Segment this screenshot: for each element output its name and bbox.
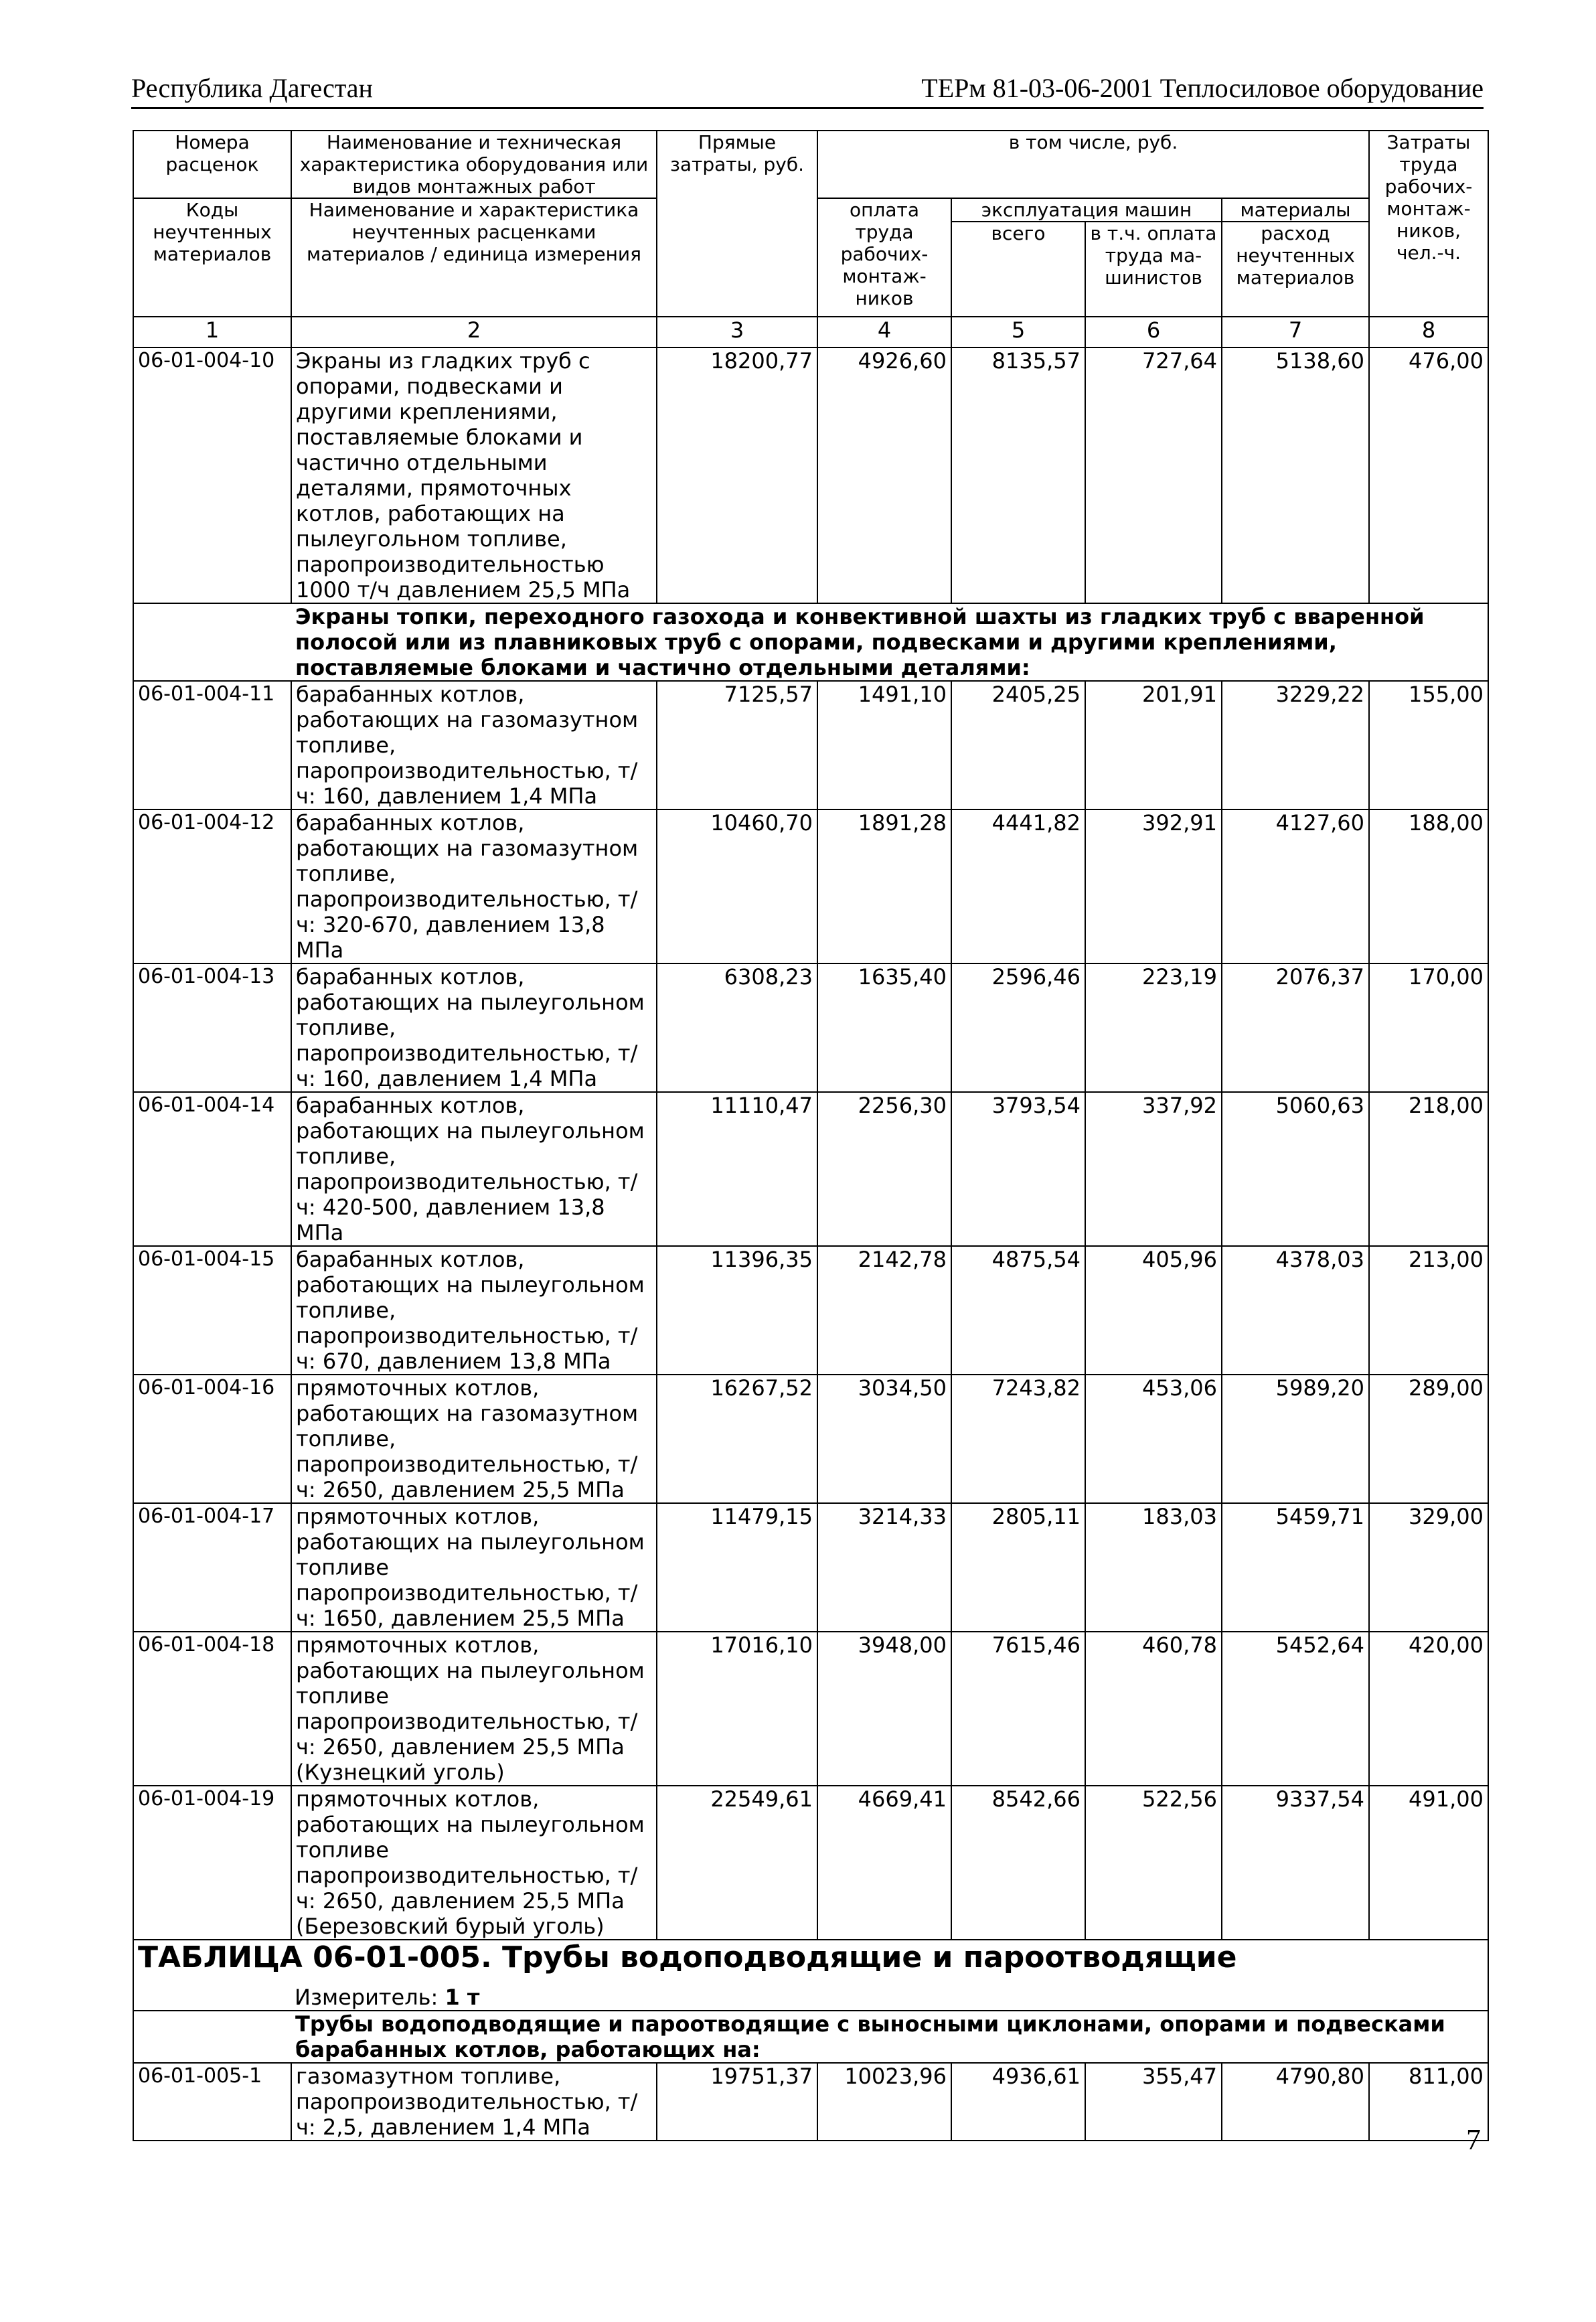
col5-header: всего	[951, 222, 1085, 317]
rate-code: 06-01-004-11	[133, 681, 291, 809]
labor-hours: 289,00	[1369, 1375, 1488, 1503]
direct-costs: 6308,23	[657, 963, 817, 1092]
rate-code: 06-01-004-19	[133, 1786, 291, 1940]
column-number: 5	[951, 317, 1085, 347]
labor-hours: 811,00	[1369, 2063, 1488, 2141]
machines-total: 2805,11	[951, 1503, 1085, 1632]
rate-description: Экраны из гладких труб с опорами, подвесками и другими креплениями, поставляемые блоками и частично отдельными деталями, прямоточных котлов, работающих на пылеугольном топливе, паропроизводительностью 1000 т/ч давлением 25,5 МПа	[291, 347, 657, 603]
labor-pay: 4926,60	[817, 347, 951, 603]
machines-total: 2596,46	[951, 963, 1085, 1092]
direct-costs: 11110,47	[657, 1092, 817, 1246]
labor-pay: 3214,33	[817, 1503, 951, 1632]
table-row	[133, 2063, 1488, 2141]
table-row	[133, 963, 1488, 1092]
direct-costs: 10460,70	[657, 809, 817, 963]
machinist-pay: 453,06	[1085, 1375, 1222, 1503]
header-region: Республика Дагестан	[131, 73, 373, 103]
labor-hours: 188,00	[1369, 809, 1488, 963]
machinist-pay: 522,56	[1085, 1786, 1222, 1940]
rate-description: прямоточных котлов, работающих на пылеугольном топливе паропроизводительностью, т/ч: 1650, давлением 25,5 МПа	[291, 1503, 657, 1632]
labor-pay: 10023,96	[817, 2063, 951, 2141]
group-heading-row	[133, 603, 1488, 681]
rate-code: 06-01-005-1	[133, 2063, 291, 2141]
labor-hours: 329,00	[1369, 1503, 1488, 1632]
rate-code: 06-01-004-10	[133, 347, 291, 603]
materials-cost: 4790,80	[1222, 2063, 1369, 2141]
labor-hours: 218,00	[1369, 1092, 1488, 1246]
rate-description: барабанных котлов, работающих на газомазутном топливе, паропроизводительностью, т/ч: 320-670, давлением 13,8 МПа	[291, 809, 657, 963]
page-header	[131, 72, 1484, 109]
labor-pay: 4669,41	[817, 1786, 951, 1940]
column-number: 7	[1222, 317, 1369, 347]
machinist-pay: 223,19	[1085, 963, 1222, 1092]
materials-cost: 5060,63	[1222, 1092, 1369, 1246]
table-row	[133, 347, 1488, 603]
rate-code: 06-01-004-18	[133, 1632, 291, 1786]
materials-cost: 9337,54	[1222, 1786, 1369, 1940]
machinist-pay: 201,91	[1085, 681, 1222, 809]
labor-hours: 213,00	[1369, 1246, 1488, 1375]
direct-costs: 18200,77	[657, 347, 817, 603]
machinist-pay: 337,92	[1085, 1092, 1222, 1246]
rate-description: барабанных котлов, работающих на газомазутном топливе, паропроизводительностью, т/ч: 160, давлением 1,4 МПа	[291, 681, 657, 809]
machinist-pay: 405,96	[1085, 1246, 1222, 1375]
column-number: 4	[817, 317, 951, 347]
materials-cost: 5138,60	[1222, 347, 1369, 603]
materials-cost: 5452,64	[1222, 1632, 1369, 1786]
materials-cost: 4127,60	[1222, 809, 1369, 963]
group-heading: Экраны топки, переходного газохода и конвективной шахты из гладких труб с вваренной полосой или из плавниковых труб с опорами, подвесками и другими креплениями, поставляемые блоками и частично отдельными деталями:	[291, 603, 1488, 681]
measure-value: 1 т	[445, 1985, 480, 2010]
machines-total: 7243,82	[951, 1375, 1085, 1503]
rate-description: прямоточных котлов, работающих на газомазутном топливе, паропроизводительностью, т/ч: 2650, давлением 25,5 МПа	[291, 1375, 657, 1503]
labor-pay: 2142,78	[817, 1246, 951, 1375]
page-number: 7	[1466, 2123, 1481, 2156]
machines-total: 2405,25	[951, 681, 1085, 809]
machines-total: 8542,66	[951, 1786, 1085, 1940]
materials-cost: 4378,03	[1222, 1246, 1369, 1375]
rates-table	[133, 130, 1489, 2141]
column-number: 6	[1085, 317, 1222, 347]
group-heading-row	[133, 2011, 1488, 2063]
machines-total: 4936,61	[951, 2063, 1085, 2141]
machines-total: 3793,54	[951, 1092, 1085, 1246]
machines-total: 8135,57	[951, 347, 1085, 603]
materials-header: материалы	[1222, 198, 1369, 222]
table-row	[133, 1632, 1488, 1786]
labor-pay: 1891,28	[817, 809, 951, 963]
labor-pay: 1635,40	[817, 963, 951, 1092]
table-row	[133, 681, 1488, 809]
col7-header: расход неучтенных материалов	[1222, 222, 1369, 317]
header-row-1	[133, 131, 1488, 198]
direct-costs: 22549,61	[657, 1786, 817, 1940]
table2-title-row	[133, 1940, 1488, 2011]
machines-total: 4875,54	[951, 1246, 1085, 1375]
labor-hours: 170,00	[1369, 963, 1488, 1092]
rate-code: 06-01-004-15	[133, 1246, 291, 1375]
header-document-title: ТЕРм 81-03-06-2001 Теплосиловое оборудование	[921, 73, 1484, 103]
machinist-pay: 460,78	[1085, 1632, 1222, 1786]
table-row	[133, 1503, 1488, 1632]
measure-line	[138, 1985, 1484, 2010]
labor-hours: 155,00	[1369, 681, 1488, 809]
materials-cost: 5989,20	[1222, 1375, 1369, 1503]
labor-pay: 3948,00	[817, 1632, 951, 1786]
column-number: 8	[1369, 317, 1488, 347]
machinist-pay: 392,91	[1085, 809, 1222, 963]
col8-header: Затраты труда рабочих-монтаж-ников, чел.-ч.	[1369, 131, 1488, 317]
col2-top-header: Наименование и техническая характеристика оборудования или видов монтажных работ	[291, 131, 657, 198]
rate-code: 06-01-004-16	[133, 1375, 291, 1503]
machines-total: 4441,82	[951, 809, 1085, 963]
rate-code: 06-01-004-17	[133, 1503, 291, 1632]
rate-description: прямоточных котлов, работающих на пылеугольном топливе паропроизводительностью, т/ч: 2650, давлением 25,5 МПа (Березовский бурый уголь)	[291, 1786, 657, 1940]
table-row	[133, 1246, 1488, 1375]
rate-description: прямоточных котлов, работающих на пылеугольном топливе паропроизводительностью, т/ч: 2650, давлением 25,5 МПа (Кузнецкий уголь)	[291, 1632, 657, 1786]
machines-total: 7615,46	[951, 1632, 1085, 1786]
direct-costs: 7125,57	[657, 681, 817, 809]
direct-costs: 19751,37	[657, 2063, 817, 2141]
table-row	[133, 809, 1488, 963]
rate-description: газомазутном топливе, паропроизводительностью, т/ч: 2,5, давлением 1,4 МПа	[291, 2063, 657, 2141]
col1-bottom-header: Коды неучтенных материалов	[133, 198, 291, 317]
rate-description: барабанных котлов, работающих на пылеугольном топливе, паропроизводительностью, т/ч: 670, давлением 13,8 МПа	[291, 1246, 657, 1375]
materials-cost: 2076,37	[1222, 963, 1369, 1092]
rate-description: барабанных котлов, работающих на пылеугольном топливе, паропроизводительностью, т/ч: 420-500, давлением 13,8 МПа	[291, 1092, 657, 1246]
rate-description: барабанных котлов, работающих на пылеугольном топливе, паропроизводительностью, т/ч: 160, давлением 1,4 МПа	[291, 963, 657, 1092]
direct-costs: 16267,52	[657, 1375, 817, 1503]
table-row	[133, 1092, 1488, 1246]
table2-title: ТАБЛИЦА 06-01-005. Трубы водоподводящие и пароотводящие	[138, 1940, 1237, 1975]
rate-code: 06-01-004-14	[133, 1092, 291, 1246]
col2-bottom-header: Наименование и характеристика неучтенных расценками материалов / единица измерения	[291, 198, 657, 317]
direct-costs: 17016,10	[657, 1632, 817, 1786]
column-number: 3	[657, 317, 817, 347]
table-row	[133, 1786, 1488, 1940]
direct-costs: 11396,35	[657, 1246, 817, 1375]
machinist-pay: 183,03	[1085, 1503, 1222, 1632]
col3-header: Прямые затраты, руб.	[657, 131, 817, 317]
rate-code: 06-01-004-12	[133, 809, 291, 963]
column-number: 2	[291, 317, 657, 347]
materials-cost: 3229,22	[1222, 681, 1369, 809]
rate-code: 06-01-004-13	[133, 963, 291, 1092]
direct-costs: 11479,15	[657, 1503, 817, 1632]
col6-header: в т.ч. оплата труда ма-шинистов	[1085, 222, 1222, 317]
table-row	[133, 1375, 1488, 1503]
col4-header: оплата труда рабочих-монтаж-ников	[817, 198, 951, 317]
machinist-pay: 355,47	[1085, 2063, 1222, 2141]
machinist-pay: 727,64	[1085, 347, 1222, 603]
labor-pay: 1491,10	[817, 681, 951, 809]
column-numbers-row	[133, 317, 1488, 347]
labor-pay: 3034,50	[817, 1375, 951, 1503]
incl-header: в том числе, руб.	[817, 131, 1369, 198]
labor-hours: 491,00	[1369, 1786, 1488, 1940]
group-heading: Трубы водоподводящие и пароотводящие с выносными циклонами, опорами и подвесками барабанных котлов, работающих на:	[291, 2011, 1488, 2063]
column-number: 1	[133, 317, 291, 347]
machines-header: эксплуатация машин	[951, 198, 1222, 222]
labor-hours: 420,00	[1369, 1632, 1488, 1786]
materials-cost: 5459,71	[1222, 1503, 1369, 1632]
labor-hours: 476,00	[1369, 347, 1488, 603]
col1-top-header: Номера расценок	[133, 131, 291, 198]
measure-label: Измеритель:	[295, 1985, 438, 2010]
labor-pay: 2256,30	[817, 1092, 951, 1246]
